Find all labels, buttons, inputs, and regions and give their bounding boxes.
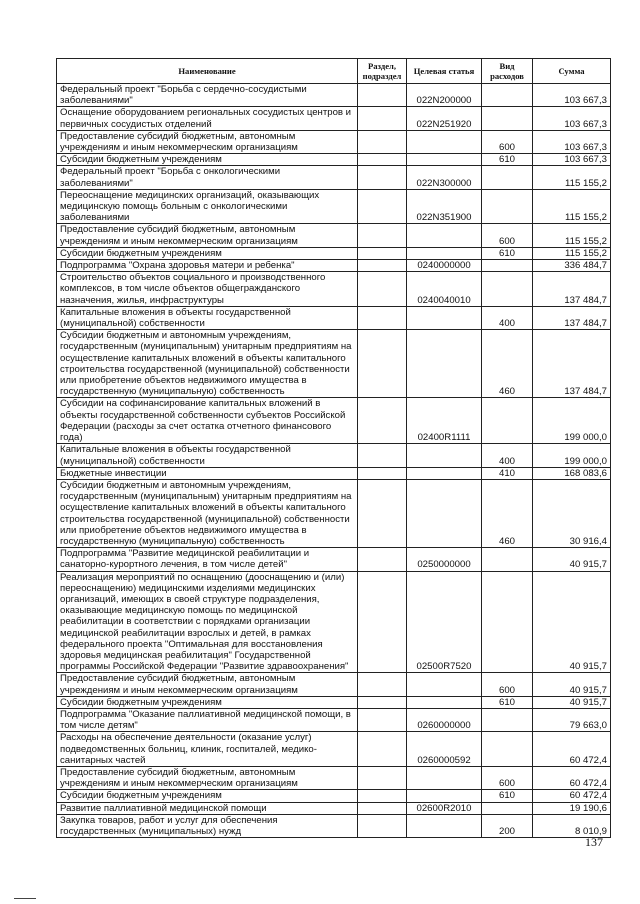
cell-razdel xyxy=(358,548,407,571)
cell-summa: 103 667,3 xyxy=(533,84,611,107)
cell-vid xyxy=(482,260,533,272)
cell-vid xyxy=(482,84,533,107)
cell-name: Субсидии на софинансирование капитальных вложений в объекты государственной собственности субъектов Российской Федерации (расходы за счет остатка отчетного финансового года) xyxy=(57,398,358,444)
cell-summa: 137 484,7 xyxy=(533,306,611,329)
cell-summa: 40 915,7 xyxy=(533,571,611,673)
cell-celevaya: 0260000000 xyxy=(407,708,482,731)
cell-celevaya: 022N251920 xyxy=(407,107,482,130)
table-row xyxy=(57,224,611,247)
cell-name: Предоставление субсидий бюджетным, автономным учреждениям и иным некоммерческим организациям xyxy=(57,130,358,153)
cell-razdel xyxy=(358,696,407,708)
table-row xyxy=(57,444,611,467)
cell-celevaya: 022N300000 xyxy=(407,166,482,189)
cell-razdel xyxy=(358,84,407,107)
cell-vid: 610 xyxy=(482,696,533,708)
table-row xyxy=(57,790,611,802)
cell-razdel xyxy=(358,673,407,696)
cell-celevaya xyxy=(407,766,482,789)
cell-summa: 79 663,0 xyxy=(533,708,611,731)
cell-summa: 40 915,7 xyxy=(533,696,611,708)
cell-summa: 103 667,3 xyxy=(533,130,611,153)
cell-vid: 200 xyxy=(482,814,533,837)
table-row xyxy=(57,802,611,814)
table-header-row xyxy=(57,59,611,84)
cell-celevaya: 0260000592 xyxy=(407,732,482,767)
cell-summa: 19 190,6 xyxy=(533,802,611,814)
table-row xyxy=(57,467,611,479)
table-row xyxy=(57,260,611,272)
table-row xyxy=(57,732,611,767)
cell-name: Капитальные вложения в объекты государственной (муниципальной) собственности xyxy=(57,444,358,467)
table-row xyxy=(57,571,611,673)
page-number: 137 xyxy=(585,835,603,849)
cell-vid: 400 xyxy=(482,306,533,329)
cell-razdel xyxy=(358,571,407,673)
table-row xyxy=(57,84,611,107)
cell-celevaya xyxy=(407,247,482,259)
cell-celevaya xyxy=(407,130,482,153)
table-row xyxy=(57,548,611,571)
cell-name: Субсидии бюджетным учреждениям xyxy=(57,154,358,166)
cell-razdel xyxy=(358,444,407,467)
cell-razdel xyxy=(358,224,407,247)
cell-razdel xyxy=(358,272,407,307)
cell-vid: 400 xyxy=(482,444,533,467)
cell-summa: 115 155,2 xyxy=(533,247,611,259)
cell-razdel xyxy=(358,154,407,166)
cell-vid xyxy=(482,708,533,731)
cell-name: Расходы на обеспечение деятельности (оказание услуг) подведомственных больниц, клиник, госпиталей, медико-санитарных частей xyxy=(57,732,358,767)
cell-name: Федеральный проект "Борьба с сердечно-сосудистыми заболеваниями" xyxy=(57,84,358,107)
cell-name: Переоснащение медицинских организаций, оказывающих медицинскую помощь больным с онкологическими заболеваниями xyxy=(57,189,358,224)
cell-razdel xyxy=(358,790,407,802)
cell-name: Субсидии бюджетным учреждениям xyxy=(57,790,358,802)
cell-name: Капитальные вложения в объекты государственной (муниципальной) собственности xyxy=(57,306,358,329)
cell-razdel xyxy=(358,708,407,731)
cell-vid: 460 xyxy=(482,330,533,398)
cell-name: Предоставление субсидий бюджетным, автономным учреждениям и иным некоммерческим организациям xyxy=(57,766,358,789)
cell-name: Оснащение оборудованием региональных сосудистых центров и первичных сосудистых отделений xyxy=(57,107,358,130)
cell-vid xyxy=(482,802,533,814)
table-row xyxy=(57,189,611,224)
header-name: Наименование xyxy=(57,59,358,84)
cell-celevaya xyxy=(407,790,482,802)
cell-razdel xyxy=(358,130,407,153)
cell-summa: 60 472,4 xyxy=(533,790,611,802)
cell-name: Субсидии бюджетным и автономным учреждениям, государственным (муниципальным) унитарным предприятиям на осуществление капитальных вложений в объекты капитального строительства государственной (муниципальной) собственности или приобретение объектов недвижимого имущества в государственную (муниципальную) собственность xyxy=(57,479,358,547)
table-row xyxy=(57,766,611,789)
cell-vid xyxy=(482,107,533,130)
cell-celevaya: 0240000000 xyxy=(407,260,482,272)
cell-celevaya: 022N200000 xyxy=(407,84,482,107)
cell-summa: 60 472,4 xyxy=(533,732,611,767)
table-row xyxy=(57,306,611,329)
cell-celevaya xyxy=(407,330,482,398)
cell-summa: 60 472,4 xyxy=(533,766,611,789)
cell-summa: 199 000,0 xyxy=(533,444,611,467)
scan-mark xyxy=(14,898,36,899)
table-row xyxy=(57,814,611,837)
cell-summa: 137 484,7 xyxy=(533,272,611,307)
cell-celevaya: 02500R7520 xyxy=(407,571,482,673)
cell-celevaya xyxy=(407,224,482,247)
cell-name: Подпрограмма "Охрана здоровья матери и ребенка" xyxy=(57,260,358,272)
cell-name: Развитие паллиативной медицинской помощи xyxy=(57,802,358,814)
cell-razdel xyxy=(358,802,407,814)
header-celevaya: Целевая статья xyxy=(407,59,482,84)
cell-vid: 600 xyxy=(482,673,533,696)
cell-name: Подпрограмма "Оказание паллиативной медицинской помощи, в том числе детям" xyxy=(57,708,358,731)
cell-vid xyxy=(482,548,533,571)
table-row xyxy=(57,130,611,153)
header-vid: Вид расходов xyxy=(482,59,533,84)
cell-summa: 336 484,7 xyxy=(533,260,611,272)
cell-vid: 600 xyxy=(482,766,533,789)
cell-summa: 199 000,0 xyxy=(533,398,611,444)
cell-celevaya: 0240040010 xyxy=(407,272,482,307)
table-row xyxy=(57,247,611,259)
cell-celevaya: 02400R1111 xyxy=(407,398,482,444)
cell-razdel xyxy=(358,107,407,130)
cell-name: Бюджетные инвестиции xyxy=(57,467,358,479)
cell-name: Субсидии бюджетным учреждениям xyxy=(57,696,358,708)
cell-razdel xyxy=(358,189,407,224)
cell-name: Строительство объектов социального и производственного комплексов, в том числе объектов общегражданского назначения, жилья, инфраструктуры xyxy=(57,272,358,307)
cell-vid xyxy=(482,189,533,224)
table-row xyxy=(57,166,611,189)
cell-razdel xyxy=(358,766,407,789)
cell-razdel xyxy=(358,814,407,837)
cell-name: Федеральный проект "Борьба с онкологическими заболеваниями" xyxy=(57,166,358,189)
cell-summa: 103 667,3 xyxy=(533,154,611,166)
cell-razdel xyxy=(358,330,407,398)
cell-vid: 460 xyxy=(482,479,533,547)
cell-razdel xyxy=(358,467,407,479)
cell-razdel xyxy=(358,166,407,189)
cell-name: Реализация мероприятий по оснащению (дооснащению и (или) переоснащению) медицинскими изделиями медицинских организаций, имеющих в своей структуре подразделения, оказывающие медицинскую помощь по медицинской реабилитации в соответствии с порядками организации медицинской реабилитации взрослых и детей, в рамках федерального проекта "Оптимальная для восстановления здоровья медицинская реабилитация" Государственной программы Российской Федерации "Развитие здравоохранения" xyxy=(57,571,358,673)
table-row xyxy=(57,398,611,444)
table-row xyxy=(57,479,611,547)
table-row xyxy=(57,673,611,696)
budget-table xyxy=(56,58,611,838)
table-row xyxy=(57,330,611,398)
cell-celevaya xyxy=(407,154,482,166)
cell-summa: 30 916,4 xyxy=(533,479,611,547)
cell-summa: 40 915,7 xyxy=(533,673,611,696)
table-row xyxy=(57,107,611,130)
cell-vid xyxy=(482,272,533,307)
cell-celevaya xyxy=(407,467,482,479)
cell-celevaya xyxy=(407,444,482,467)
cell-razdel xyxy=(358,306,407,329)
cell-summa: 8 010,9 xyxy=(533,814,611,837)
cell-summa: 40 915,7 xyxy=(533,548,611,571)
table-row xyxy=(57,696,611,708)
cell-vid: 610 xyxy=(482,790,533,802)
cell-razdel xyxy=(358,247,407,259)
cell-vid xyxy=(482,166,533,189)
header-razdel: Раздел, подраздел xyxy=(358,59,407,84)
cell-summa: 115 155,2 xyxy=(533,224,611,247)
cell-summa: 168 083,6 xyxy=(533,467,611,479)
cell-celevaya xyxy=(407,814,482,837)
cell-vid xyxy=(482,571,533,673)
cell-name: Закупка товаров, работ и услуг для обеспечения государственных (муниципальных) нужд xyxy=(57,814,358,837)
cell-summa: 115 155,2 xyxy=(533,189,611,224)
cell-celevaya: 0250000000 xyxy=(407,548,482,571)
table-body xyxy=(57,84,611,838)
cell-summa: 103 667,3 xyxy=(533,107,611,130)
cell-name: Субсидии бюджетным учреждениям xyxy=(57,247,358,259)
table-row xyxy=(57,708,611,731)
cell-vid xyxy=(482,732,533,767)
cell-name: Субсидии бюджетным и автономным учреждениям, государственным (муниципальным) унитарным предприятиям на осуществление капитальных вложений в объекты капитального строительства государственной (муниципальной) собственности или приобретение объектов недвижимого имущества в государственную (муниципальную) собственность xyxy=(57,330,358,398)
cell-razdel xyxy=(358,260,407,272)
table-row xyxy=(57,272,611,307)
cell-vid: 600 xyxy=(482,130,533,153)
cell-summa: 137 484,7 xyxy=(533,330,611,398)
cell-celevaya: 02600R2010 xyxy=(407,802,482,814)
cell-name: Предоставление субсидий бюджетным, автономным учреждениям и иным некоммерческим организациям xyxy=(57,224,358,247)
cell-vid: 610 xyxy=(482,154,533,166)
cell-razdel xyxy=(358,732,407,767)
cell-vid: 610 xyxy=(482,247,533,259)
cell-vid: 600 xyxy=(482,224,533,247)
cell-celevaya xyxy=(407,696,482,708)
cell-celevaya: 022N351900 xyxy=(407,189,482,224)
cell-razdel xyxy=(358,479,407,547)
header-summa: Сумма xyxy=(533,59,611,84)
cell-name: Подпрограмма "Развитие медицинской реабилитации и санаторно-курортного лечения, в том числе детей" xyxy=(57,548,358,571)
table-row xyxy=(57,154,611,166)
cell-name: Предоставление субсидий бюджетным, автономным учреждениям и иным некоммерческим организациям xyxy=(57,673,358,696)
cell-vid xyxy=(482,398,533,444)
cell-celevaya xyxy=(407,306,482,329)
cell-razdel xyxy=(358,398,407,444)
cell-summa: 115 155,2 xyxy=(533,166,611,189)
cell-vid: 410 xyxy=(482,467,533,479)
cell-celevaya xyxy=(407,479,482,547)
cell-celevaya xyxy=(407,673,482,696)
